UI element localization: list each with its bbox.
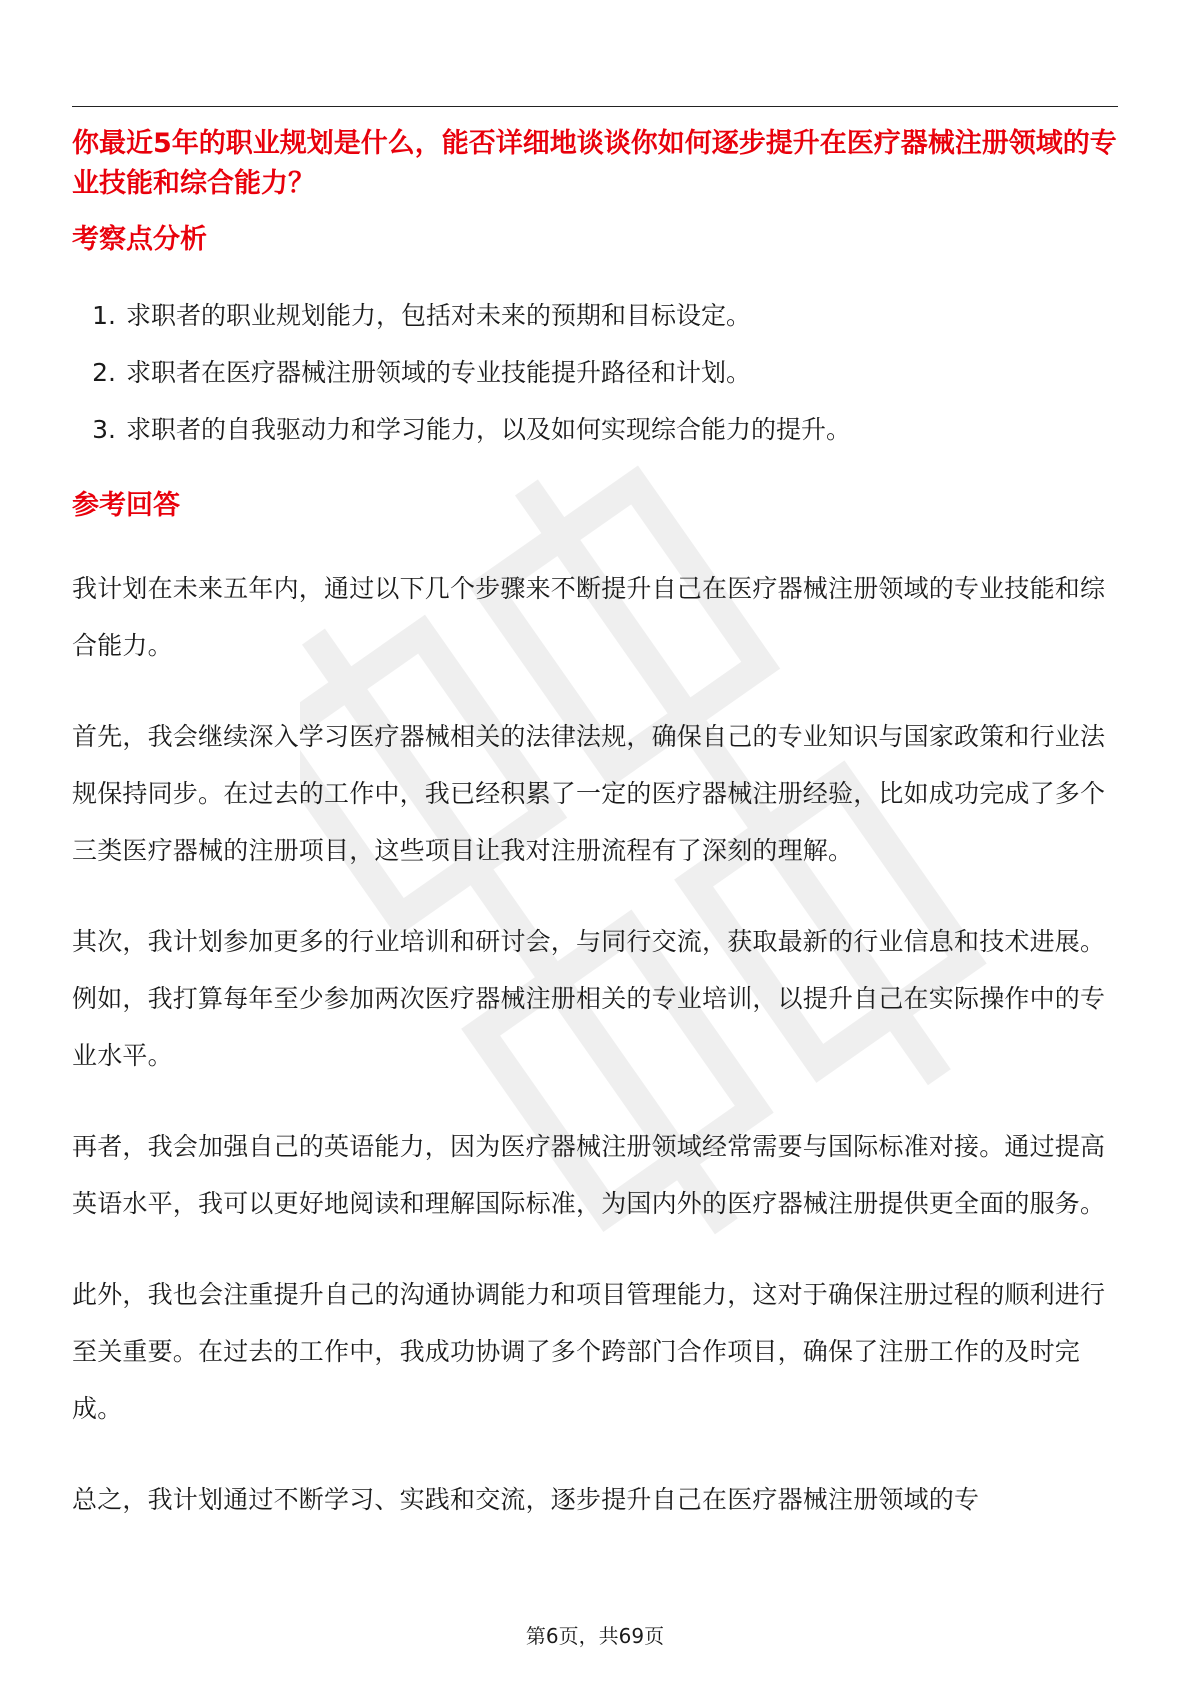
list-item-number: 3. (92, 415, 116, 444)
page-number-footer: 第6页，共69页 (525, 1624, 665, 1648)
list-item (72, 296, 1118, 353)
question-title: 你最近5年的职业规划是什么，能否详细地谈谈你如何逐步提升在医疗器械注册领域的专业技能和综合能力？ (72, 128, 1117, 199)
analysis-list (72, 296, 1118, 467)
answer-paragraph: 其次，我计划参加更多的行业培训和研讨会，与同行交流，获取最新的行业信息和技术进展。例如，我打算每年至少参加两次医疗器械注册相关的专业培训，以提升自己在实际操作中的专业水平。 (72, 927, 1106, 1070)
answer-paragraph: 总之，我计划通过不断学习、实践和交流，逐步提升自己在医疗器械注册领域的专 (72, 1485, 980, 1514)
top-divider (72, 106, 1118, 107)
list-item-number: 1. (92, 301, 116, 330)
list-item (72, 410, 1118, 467)
list-item-text: 求职者在医疗器械注册领域的专业技能提升路径和计划。 (126, 358, 752, 387)
analysis-heading: 考察点分析 (72, 224, 207, 255)
answer-paragraph: 首先，我会继续深入学习医疗器械相关的法律法规，确保自己的专业知识与国家政策和行业法规保持同步。在过去的工作中，我已经积累了一定的医疗器械注册经验，比如成功完成了多个三类医疗器械的注册项目，这些项目让我对注册流程有了深刻的理解。 (72, 722, 1106, 865)
answer-paragraph: 此外，我也会注重提升自己的沟通协调能力和项目管理能力，这对于确保注册过程的顺利进行至关重要。在过去的工作中，我成功协调了多个跨部门合作项目，确保了注册工作的及时完成。 (72, 1280, 1106, 1423)
answer-paragraph: 我计划在未来五年内，通过以下几个步骤来不断提升自己在医疗器械注册领域的专业技能和综合能力。 (72, 574, 1106, 660)
reference-heading: 参考回答 (72, 490, 180, 521)
list-item-number: 2. (92, 358, 116, 387)
list-item-text: 求职者的职业规划能力，包括对未来的预期和目标设定。 (126, 301, 752, 330)
list-item (72, 353, 1118, 410)
list-item-text: 求职者的自我驱动力和学习能力，以及如何实现综合能力的提升。 (126, 415, 852, 444)
answer-paragraph: 再者，我会加强自己的英语能力，因为医疗器械注册领域经常需要与国际标准对接。通过提高英语水平，我可以更好地阅读和理解国际标准，为国内外的医疗器械注册提供更全面的服务。 (72, 1132, 1106, 1218)
reference-answer (72, 560, 1118, 1562)
